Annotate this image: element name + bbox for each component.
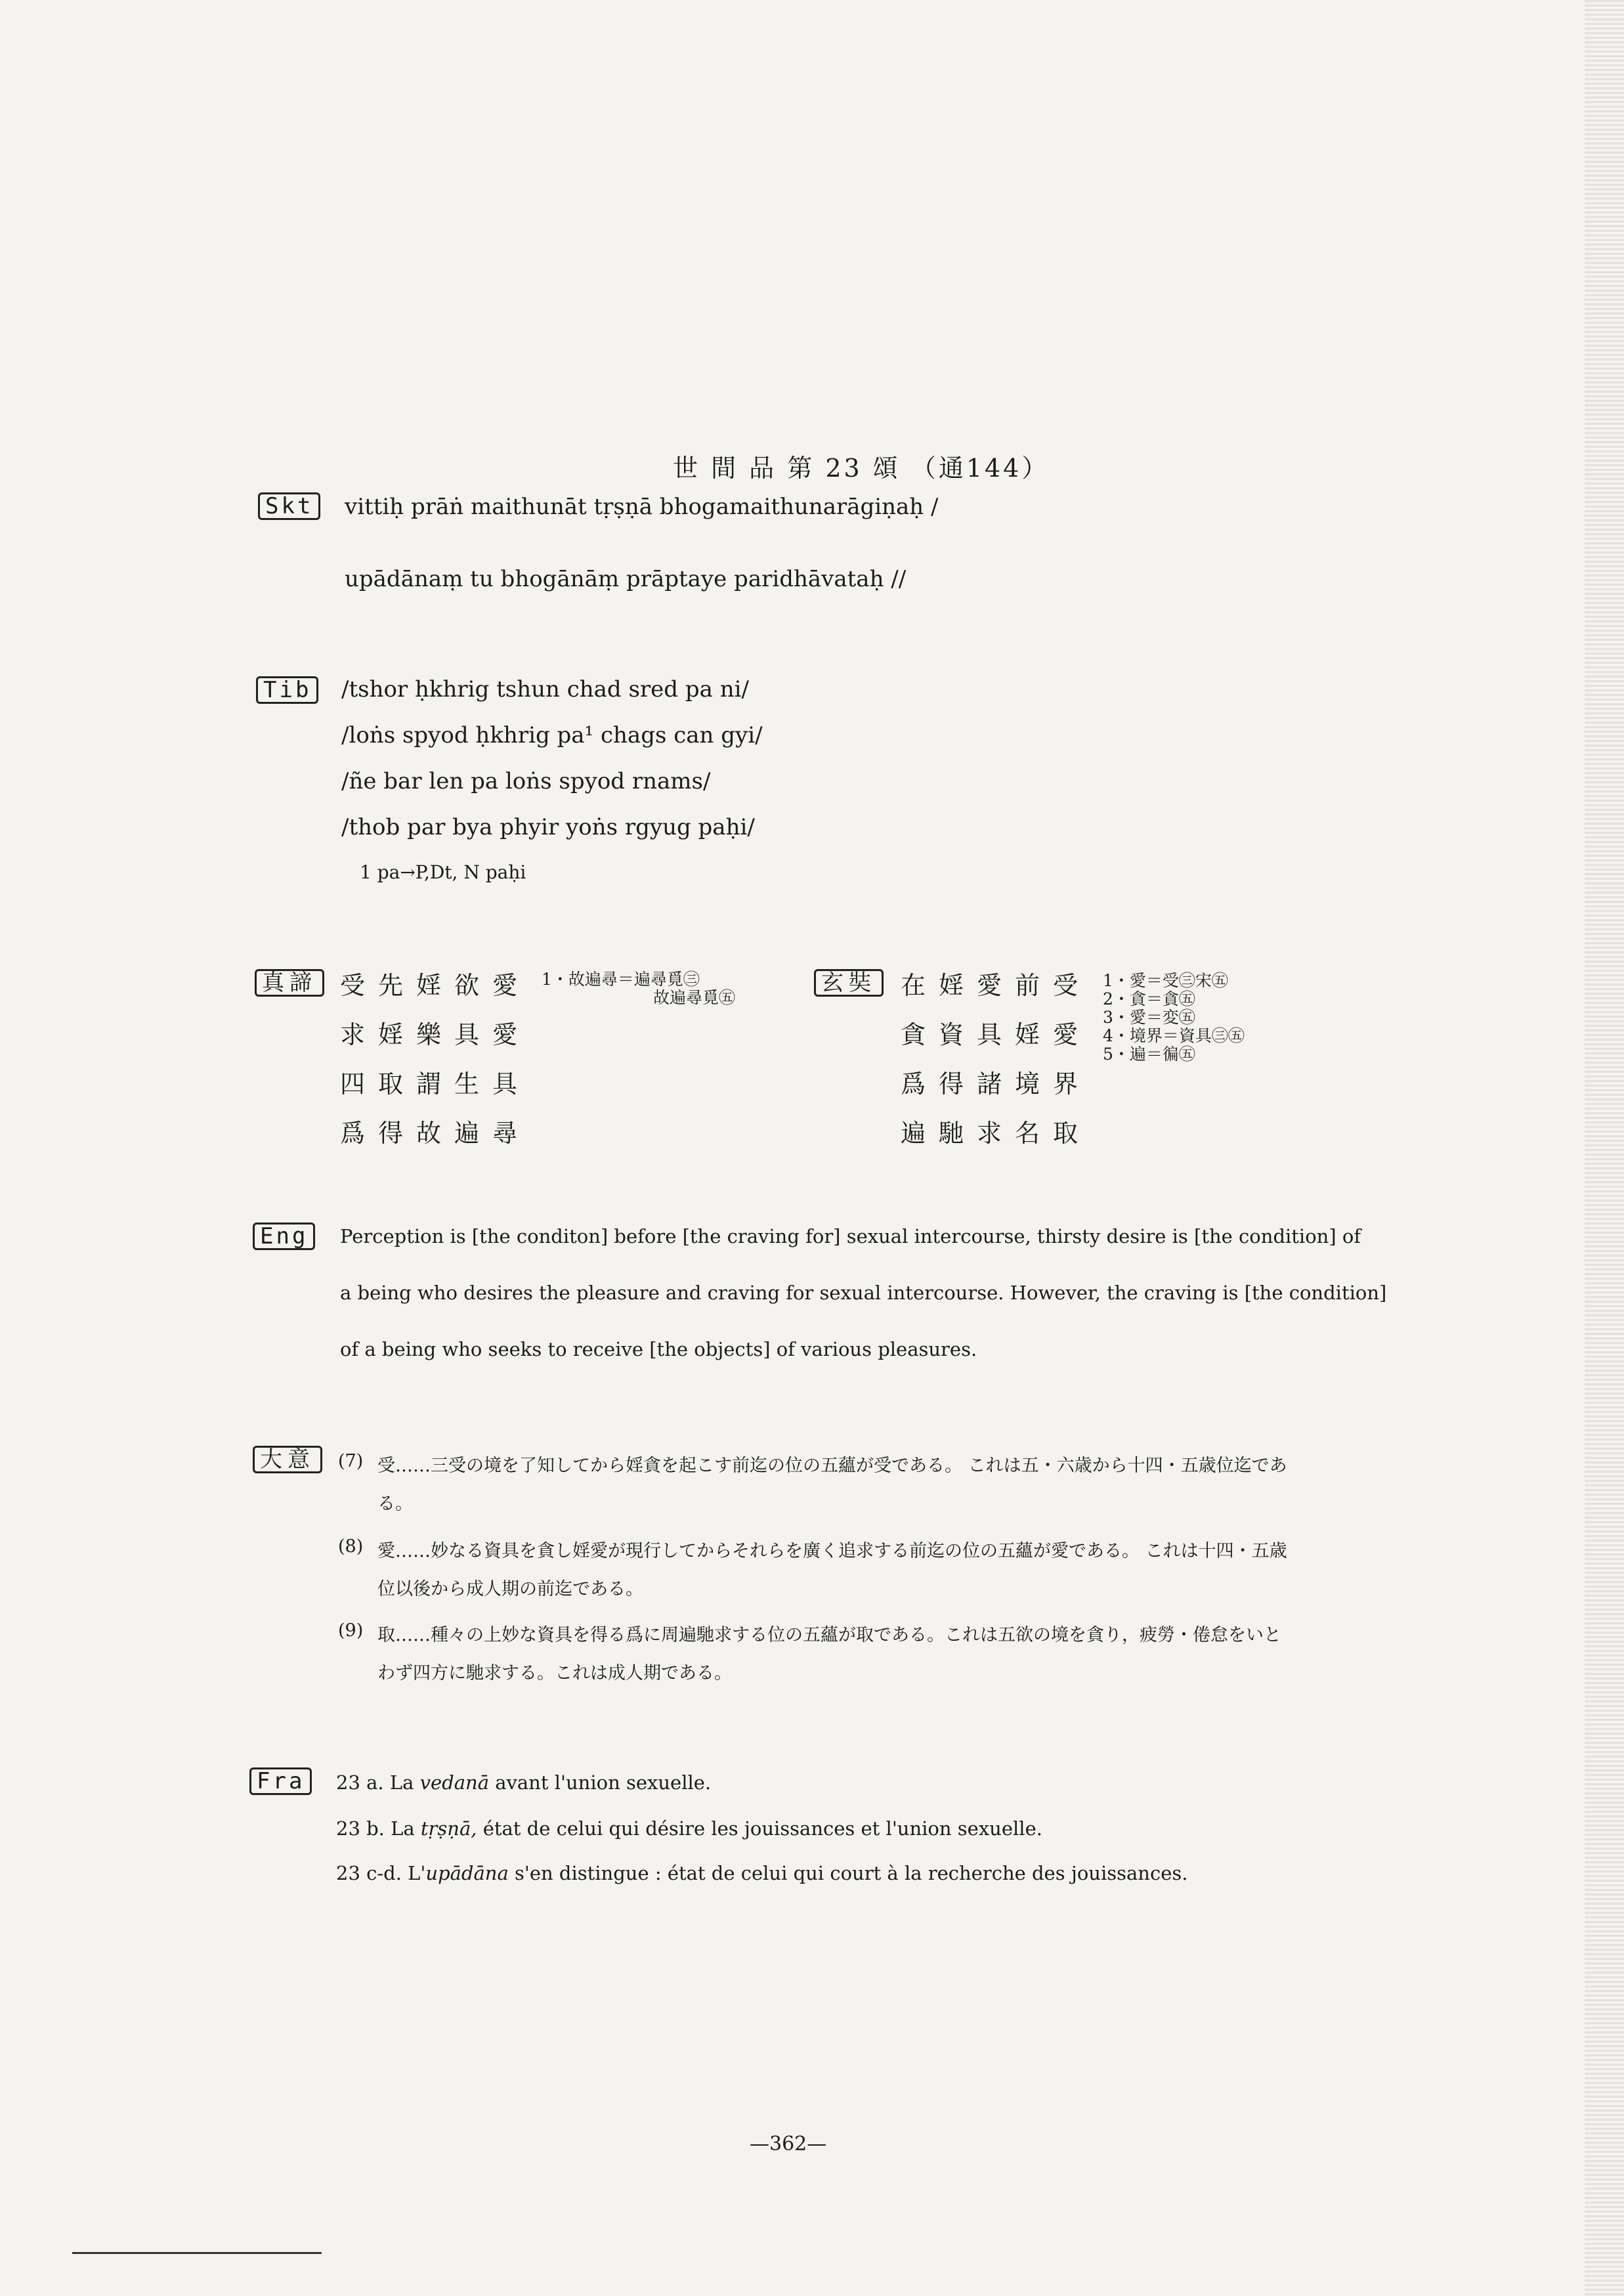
section-label-fra: Fra [249,1767,312,1795]
taii-item-9-line-2: わず四方に馳求する。これは成人期である。 [377,1663,732,1683]
page-number: —362— [750,2133,827,2155]
taii-item-7-line-2: る。 [377,1494,413,1514]
xuanzang-note-3: 3・愛＝変㊄ [1103,1008,1195,1027]
tib-line-1: /tshor ḥkhrig tshun chad sred pa ni/ [341,676,749,703]
taii-item-7-num: (7) [338,1451,364,1471]
xuanzang-line-3: 爲得諸境界 [901,1070,1092,1098]
tib-line-4: /thob par bya phyir yoṅs rgyug paḥi/ [341,814,755,840]
xuanzang-line-1: 在婬愛前受 [901,971,1092,1000]
xuanzang-note-2: 2・貪＝貪㊄ [1103,989,1195,1008]
section-label-xuanzang: 玄奘 [814,969,884,997]
section-label-skt: Skt [258,492,320,520]
zhendi-line-2: 求婬樂具愛 [340,1020,531,1049]
xuanzang-line-2: 貪資具婬愛 [901,1020,1092,1049]
fra-line-1: 23 a. La vedanā avant l'union sexuelle. [336,1771,712,1794]
section-label-tib: Tib [256,676,318,704]
tib-line-2: /loṅs spyod ḥkhrig pa¹ chags can gyi/ [341,722,763,748]
fra-line-3: 23 c-d. L'upādāna s'en distingue : état de celui qui court à la recherche des jouissances. [336,1862,1188,1884]
page-title: 世 間 品 第 23 頌 （通144） [673,454,1050,483]
zhendi-line-3: 四取謂生具 [340,1070,531,1098]
skt-line-2: upādānaṃ tu bhogānāṃ prāptaye paridhāvataḥ // [345,566,907,592]
zhendi-note-2: 故遍尋覓㊄ [653,988,736,1007]
tib-line-3: /ñe bar len pa loṅs spyod rnams/ [341,768,711,794]
zhendi-line-1: 受先婬欲愛 [340,971,531,1000]
xuanzang-note-5: 5・遍＝徧㊄ [1103,1045,1195,1064]
tib-footnote: 1 pa→P,Dt, N paḥi [360,861,526,883]
zhendi-note-1: 1・故遍尋＝遍尋覓㊂ [542,970,700,989]
scan-edge-shading [1585,0,1624,2296]
taii-item-8-line-2: 位以後から成人期の前迄である。 [377,1579,643,1599]
xuanzang-line-4: 遍馳求名取 [901,1119,1092,1148]
taii-item-8-num: (8) [338,1536,364,1557]
xuanzang-note-1: 1・愛＝受㊂宋㊄ [1103,971,1228,990]
taii-item-9-line-1: 取……種々の上妙な資具を得る爲に周遍馳求する位の五蘊が取である。これは五欲の境を貪り，疲勞・倦怠をいと [377,1625,1281,1645]
xuanzang-note-4: 4・境界＝資具㊂㊄ [1103,1026,1245,1045]
section-label-eng: Eng [253,1223,315,1250]
eng-line-3: of a being who seeks to receive [the objects] of various pleasures. [340,1338,977,1360]
footer-rule [72,2252,322,2254]
eng-line-1: Perception is [the conditon] before [the craving for] sexual intercourse, thirsty desire is [the condition] of [340,1225,1361,1247]
taii-item-9-num: (9) [338,1620,364,1641]
taii-item-7-line-1: 受……三受の境を了知してから婬貪を起こす前迄の位の五蘊が受である。 これは五・六歳から十四・五歳位迄であ [377,1456,1287,1476]
section-label-zhendi: 真諦 [255,969,324,997]
skt-line-1: vittiḥ prāṅ maithunāt tṛṣṇā bhogamaithunarāgiṇaḥ / [345,494,939,520]
section-label-taii: 大意 [253,1446,322,1473]
zhendi-line-4: 爲得故遍尋 [340,1119,531,1148]
fra-line-2: 23 b. La tṛṣṇā, état de celui qui désire les jouissances et l'union sexuelle. [336,1817,1042,1840]
eng-line-2: a being who desires the pleasure and craving for sexual intercourse. However, the craving is [the condition] [340,1282,1387,1304]
taii-item-8-line-1: 愛……妙なる資具を貪し婬愛が現行してからそれらを廣く追求する前迄の位の五蘊が愛である。 これは十四・五歳 [377,1541,1287,1561]
